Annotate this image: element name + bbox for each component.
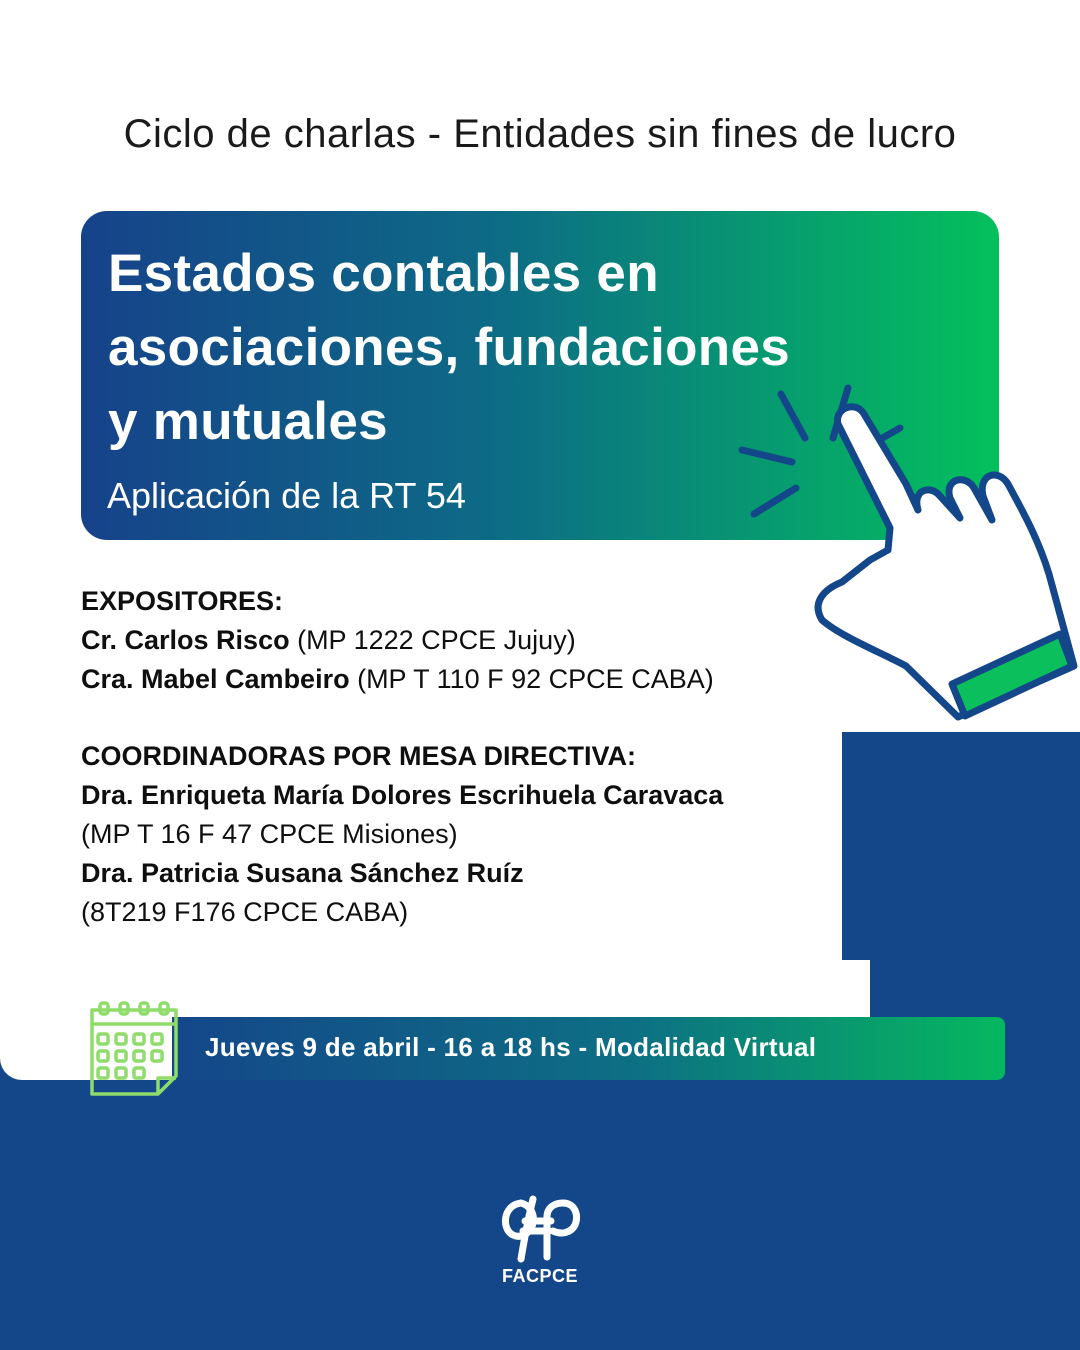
coordinators-heading: COORDINADORAS POR MESA DIRECTIVA: [81,741,637,771]
coordinator-detail: (8T219 F176 CPCE CABA) [81,897,409,927]
coordinator-name: Dra. Patricia Susana Sánchez Ruíz [81,858,524,888]
hero-subtitle: Aplicación de la RT 54 [107,475,466,516]
speaker-detail: (MP T 110 F 92 CPCE CABA) [349,664,714,694]
series-title: Ciclo de charlas - Entidades sin fines de lucro [123,112,957,156]
event-date-text: Jueves 9 de abril - 16 a 18 hs - Modalidad Virtual [205,1032,817,1062]
coordinator-name: Dra. Enriqueta María Dolores Escrihuela Caravaca [81,780,724,810]
speaker-line [81,621,841,660]
speaker-detail: (MP 1222 CPCE Jujuy) [289,625,576,655]
hero-title-line: y mutuales [108,392,388,451]
speaker-name: Cra. Mabel Cambeiro [81,664,350,694]
coordinator-detail: (MP T 16 F 47 CPCE Misiones) [81,819,458,849]
coordinators-section [81,737,841,932]
speaker-line [81,660,841,699]
calendar-icon [86,998,182,1100]
right-background-block [842,732,1080,1022]
speakers-heading: EXPOSITORES: [81,586,284,616]
hero-title-line: Estados contables en [108,244,659,303]
speaker-name: Cr. Carlos Risco [81,625,290,655]
facpce-logo-text: FACPCE [501,1266,578,1286]
speakers-section [81,582,841,699]
hero-title-line: asociaciones, fundaciones [108,318,791,377]
event-date-bar [172,1017,1005,1080]
facpce-logo [495,1195,585,1265]
